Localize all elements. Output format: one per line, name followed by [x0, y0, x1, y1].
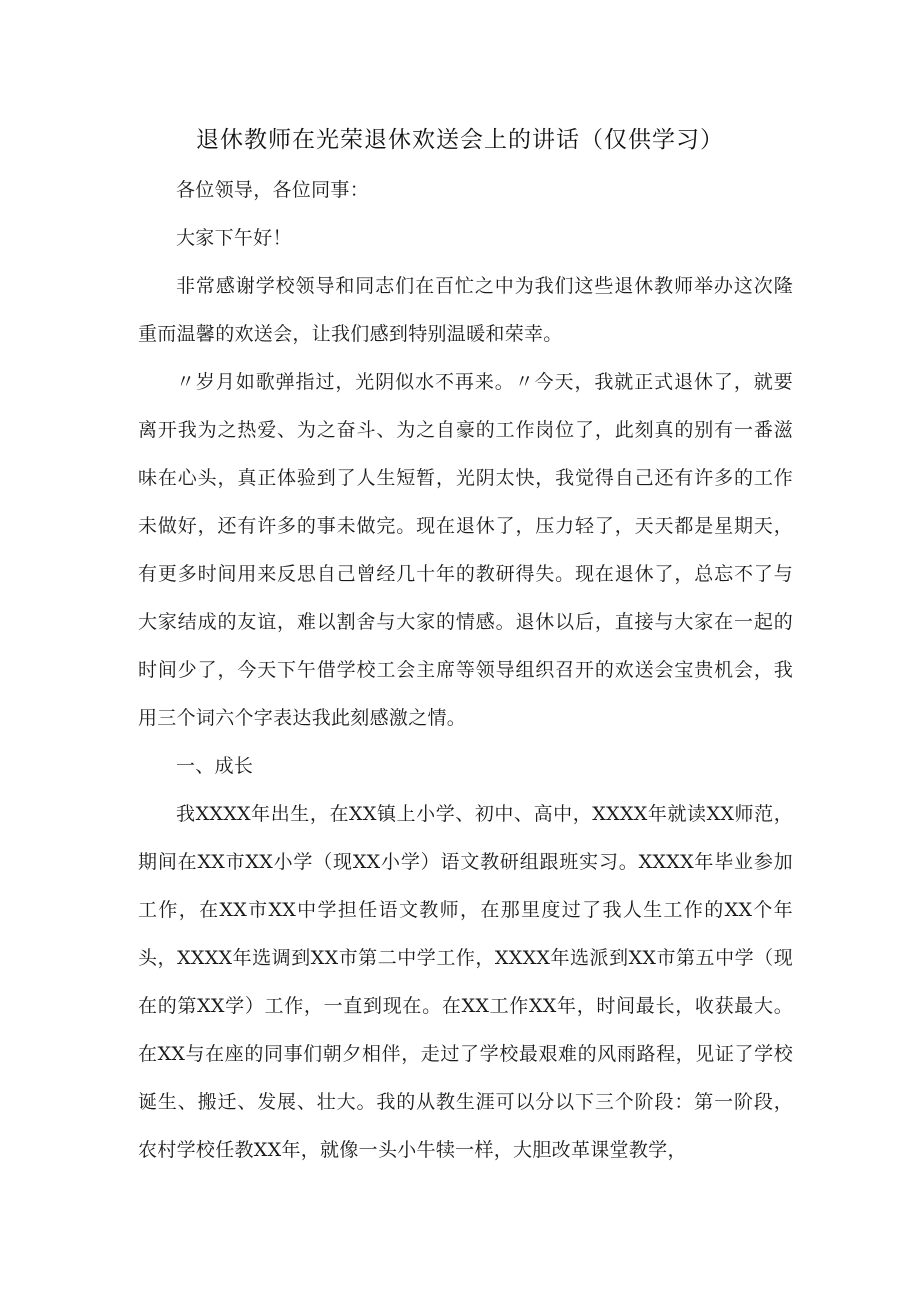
paragraph-career: 我XXXX年出生，在XX镇上小学、初中、高中，XXXX年就读XX师范，期间在XX市XX小学（现XX小学）语文教研组跟班实习。XXXX年毕业参加工作，在XX市XX中学担任语文教师，在那里度过了我人生工作的XX个年头，XXXX年选调到XX市第二中学工作，XXXX年选派到XX市第五中学（现在的第XX学）工作，一直到现在。在XX工作XX年，时间最长，收获最大。在XX与在座的同事们朝夕相伴，走过了学校最艰难的风雨路程，见证了学校诞生、搬迁、发展、壮大。我的从教生涯可以分以下三个阶段：第一阶段，农村学校任教XX年，就像一头小牛犊一样，大胆改革课堂教学，: [138, 803, 793, 1161]
document-title: 退休教师在光荣退休欢送会上的讲话（仅供学习）: [196, 127, 724, 153]
paragraph-greeting: 大家下午好！: [176, 227, 292, 249]
paragraph-reflection: 〃岁月如歌弹指过，光阴似水不再来。〃今天，我就正式退休了，就要离开我为之热爱、为之奋斗、为之自豪的工作岗位了，此刻真的别有一番滋味在心头，真正体验到了人生短暂，光阴太快，我觉得自己还有许多的工作未做好，还有许多的事未做完。现在退休了，压力轻了，天天都是星期天，有更多时间用来反思自己曾经几十年的教研得失。现在退休了，总忘不了与大家结成的友谊，难以割舍与大家的情感。退休以后，直接与大家在一起的时间少了，今天下午借学校工会主席等领导组织召开的欢送会宝贵机会，我用三个词六个字表达我此刻感激之情。: [138, 371, 793, 729]
paragraph-thanks: 非常感谢学校领导和同志们在百忙之中为我们这些退休教师举办这次隆重而温馨的欢送会，让我们感到特别温暖和荣幸。: [138, 275, 793, 345]
paragraph-salutation: 各位领导，各位同事：: [176, 179, 370, 201]
section-heading-growth: 一、成长: [176, 755, 254, 777]
